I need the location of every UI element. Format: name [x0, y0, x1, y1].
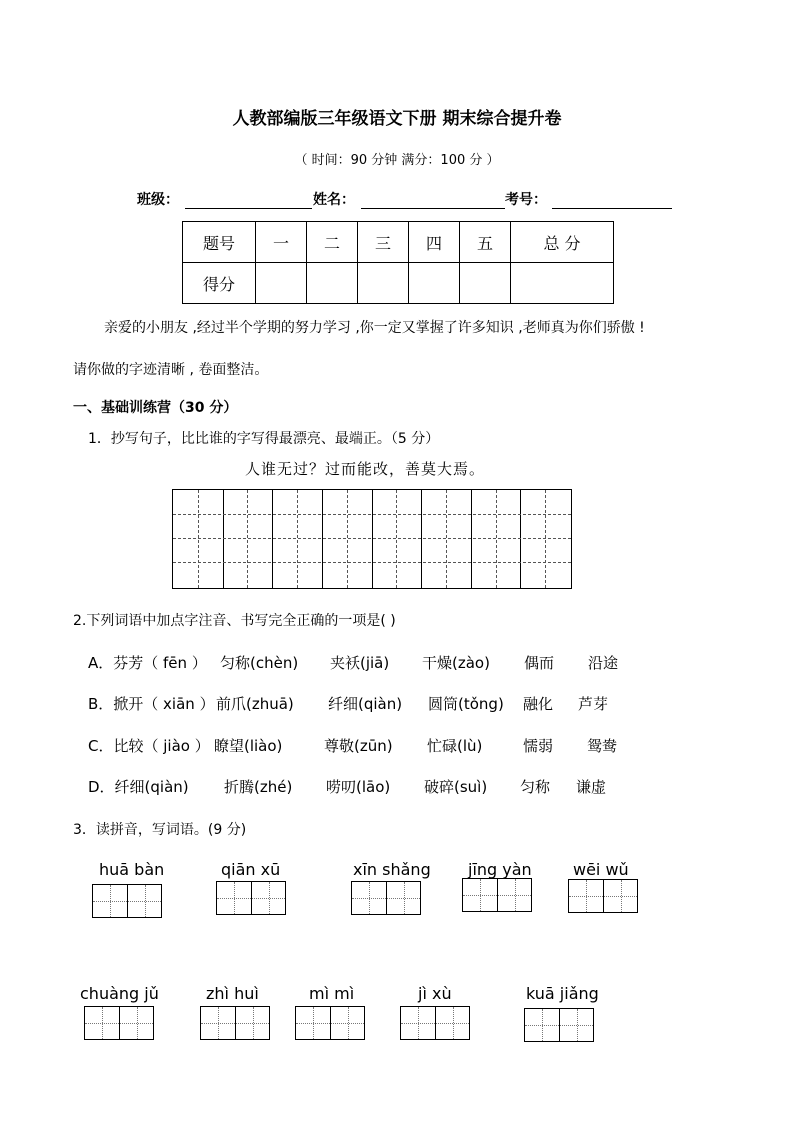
grid-line	[372, 490, 373, 588]
option-text: 沿途	[588, 654, 619, 672]
score-cell[interactable]	[409, 263, 460, 304]
pinyin-label: chuàng jǔ	[80, 984, 159, 1003]
grid-line	[396, 490, 397, 588]
pinyin-label: mì mì	[309, 984, 355, 1003]
table-cell: 三	[358, 222, 409, 263]
score-table	[182, 221, 614, 304]
option-text: 夹袄(jiā)	[330, 654, 390, 672]
id-label: 考号：	[505, 192, 547, 208]
grid-line	[496, 490, 497, 588]
option-text: 谦虚	[576, 778, 607, 796]
grid-line	[173, 514, 571, 515]
id-field[interactable]	[552, 208, 672, 209]
pinyin-label: qiān xū	[221, 860, 281, 879]
score-table-header-row	[183, 222, 614, 263]
score-table-score-row	[183, 263, 614, 304]
score-cell[interactable]	[358, 263, 409, 304]
answer-box[interactable]	[295, 1006, 365, 1040]
table-cell: 题号	[183, 222, 256, 263]
score-cell[interactable]	[511, 263, 614, 304]
pinyin-label: huā bàn	[99, 860, 165, 879]
class-label: 班级：	[137, 192, 179, 208]
option-text: 干燥(zào)	[422, 654, 490, 672]
table-cell: 四	[409, 222, 460, 263]
option-text: 圆筒(tǒng)	[428, 695, 504, 713]
option-text: 忙碌(lù)	[427, 737, 483, 755]
pinyin-label: jì xù	[418, 984, 452, 1003]
option-text: B．掀开（ xiān ）	[88, 695, 215, 713]
grid-line	[198, 490, 199, 588]
grid-line	[446, 490, 447, 588]
option-text: D．纤细(qiàn)	[88, 778, 189, 796]
grid-line	[421, 490, 422, 588]
grid-line	[173, 538, 571, 539]
class-field[interactable]	[185, 208, 312, 209]
pinyin-label: kuā jiǎng	[526, 984, 599, 1003]
answer-box[interactable]	[462, 878, 532, 912]
option-text: 懦弱	[523, 737, 554, 755]
section-1-title: 一、基础训练营（30 分）	[73, 400, 238, 416]
name-label: 姓名：	[313, 192, 355, 208]
intro-line-1: 亲爱的小朋友 ,经过半个学期的努力学习 ,你一定又掌握了许多知识 ,老师真为你们骄傲 !	[104, 320, 645, 336]
table-cell: 总 分	[511, 222, 614, 263]
grid-line	[322, 490, 323, 588]
pinyin-label: wēi wǔ	[573, 860, 629, 879]
intro-line-2: 请你做的字迹清晰 , 卷面整洁。	[73, 362, 269, 378]
score-cell[interactable]	[256, 263, 307, 304]
option-text: C．比较（ jiào ）	[88, 737, 210, 755]
copy-sentence: 人谁无过？过而能改，善莫大焉。	[245, 460, 486, 478]
answer-box[interactable]	[216, 881, 286, 915]
option-text: 匀称(chèn)	[220, 654, 299, 672]
score-cell[interactable]	[307, 263, 358, 304]
grid-line	[471, 490, 472, 588]
option-text: 芦芽	[578, 695, 609, 713]
option-text: 破碎(suì)	[424, 778, 488, 796]
question-2: 2.下列词语中加点字注音、书写完全正确的一项是( )	[73, 613, 396, 629]
page-title: 人教部编版三年级语文下册 期末综合提升卷	[232, 109, 562, 129]
grid-line	[347, 490, 348, 588]
option-text: 折腾(zhé)	[224, 778, 293, 796]
grid-line	[223, 490, 224, 588]
option-text: 唠叨(lāo)	[326, 778, 391, 796]
pinyin-label: jīng yàn	[468, 860, 532, 879]
option-text: 纤细(qiàn)	[328, 695, 403, 713]
table-cell: 二	[307, 222, 358, 263]
answer-box[interactable]	[568, 879, 638, 913]
table-cell: 一	[256, 222, 307, 263]
grid-line	[545, 490, 546, 588]
answer-box[interactable]	[400, 1006, 470, 1040]
grid-line	[297, 490, 298, 588]
pinyin-label: zhì huì	[206, 984, 259, 1003]
table-cell: 五	[460, 222, 511, 263]
question-1: 1．抄写句子，比比谁的字写得最漂亮、最端正。（5 分）	[88, 431, 440, 447]
option-text: 匀称	[520, 778, 551, 796]
writing-grid[interactable]	[172, 489, 572, 589]
option-text: 鸳鸯	[587, 737, 618, 755]
answer-box[interactable]	[351, 881, 421, 915]
option-text: A．芬芳（ fēn ）	[88, 654, 207, 672]
option-text: 偶而	[524, 654, 555, 672]
grid-line	[247, 490, 248, 588]
question-3: 3．读拼音，写词语。(9 分)	[73, 822, 247, 838]
table-cell: 得分	[183, 263, 256, 304]
option-text: 瞭望(liào)	[214, 737, 283, 755]
answer-box[interactable]	[92, 884, 162, 918]
name-field[interactable]	[361, 208, 505, 209]
pinyin-label: xīn shǎng	[353, 860, 431, 879]
exam-time-score: （ 时间：90 分钟 满分：100 分 ）	[294, 153, 500, 168]
grid-line	[520, 490, 521, 588]
option-text: 前爪(zhuā)	[216, 695, 294, 713]
score-cell[interactable]	[460, 263, 511, 304]
grid-line	[272, 490, 273, 588]
answer-box[interactable]	[200, 1006, 270, 1040]
option-text: 尊敬(zūn)	[324, 737, 393, 755]
option-text: 融化	[523, 695, 554, 713]
answer-box[interactable]	[524, 1008, 594, 1042]
grid-line	[173, 562, 571, 563]
answer-box[interactable]	[84, 1006, 154, 1040]
